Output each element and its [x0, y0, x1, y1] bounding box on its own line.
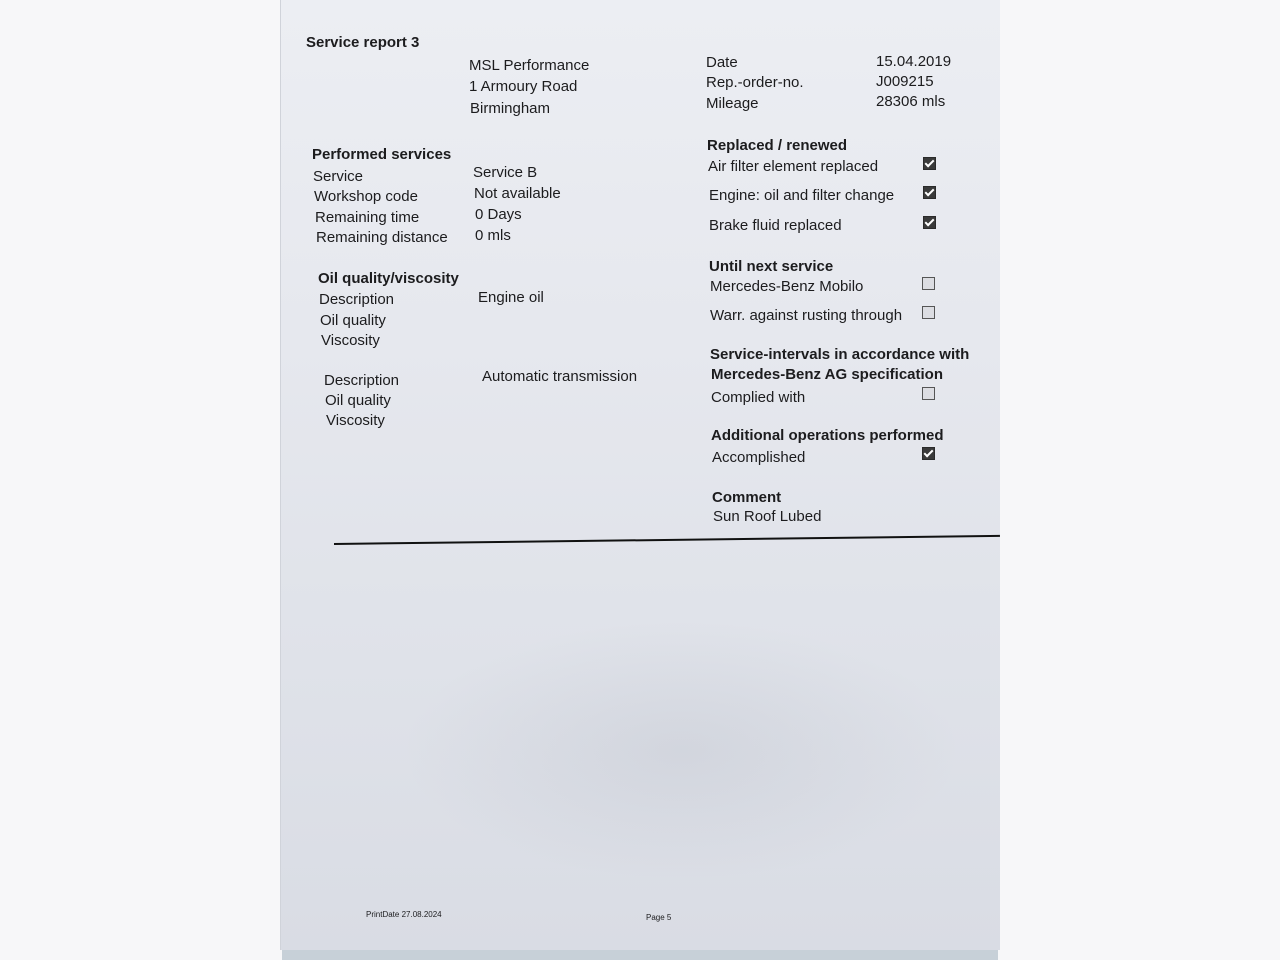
dealer-name: MSL Performance [469, 57, 590, 74]
oil-quality-label: Oil quality [325, 392, 391, 409]
background-left [0, 0, 282, 960]
replaced-item-checkbox [923, 186, 936, 199]
intervals-item-label: Complied with [711, 389, 806, 406]
performed-heading: Performed services [312, 146, 452, 163]
until-next-item-checkbox [922, 277, 935, 290]
order-value: J009215 [876, 73, 934, 90]
date-label: Date [706, 54, 738, 71]
oil-viscosity-label: Viscosity [321, 332, 380, 349]
paper-shadow [401, 620, 961, 880]
intervals-checkbox [922, 387, 935, 400]
dealer-city: Birmingham [470, 100, 551, 117]
additional-heading: Additional operations performed [711, 427, 944, 444]
oil-description-label: Description [324, 372, 400, 389]
intervals-heading: Service-intervals in accordance with [710, 346, 970, 363]
additional-checkbox [922, 447, 935, 460]
background-right [998, 0, 1280, 960]
replaced-item-label: Air filter element replaced [708, 158, 879, 175]
order-label: Rep.-order-no. [706, 74, 804, 91]
intervals-heading-line2: Mercedes-Benz AG specification [711, 366, 944, 383]
comment-heading: Comment [712, 489, 782, 506]
oil-description-value: Automatic transmission [482, 368, 638, 385]
mileage-value: 28306 mls [876, 93, 946, 110]
until-next-heading: Until next service [709, 258, 834, 275]
additional-item-label: Accomplished [712, 449, 806, 466]
performed-label: Remaining distance [316, 229, 448, 246]
report-title: Service report 3 [306, 34, 420, 51]
replaced-heading: Replaced / renewed [707, 137, 848, 154]
performed-label: Service [313, 168, 364, 185]
replaced-item-checkbox [923, 157, 936, 170]
performed-value: 0 mls [475, 227, 511, 244]
replaced-item-label: Brake fluid replaced [709, 217, 842, 234]
replaced-item-checkbox [923, 216, 936, 229]
print-date: PrintDate 27.08.2024 [366, 910, 442, 919]
performed-value: Not available [474, 185, 561, 202]
performed-label: Remaining time [315, 209, 420, 226]
dealer-address: 1 Armoury Road [469, 78, 578, 95]
section-divider [334, 535, 1000, 545]
performed-label: Workshop code [314, 188, 418, 205]
performed-value: 0 Days [475, 206, 522, 223]
date-value: 15.04.2019 [876, 53, 952, 70]
until-next-item-label: Warr. against rusting through [710, 307, 903, 324]
replaced-item-label: Engine: oil and filter change [709, 187, 895, 204]
oil-description-value: Engine oil [478, 289, 544, 306]
service-report-page [280, 0, 1000, 950]
oil-description-label: Description [319, 291, 395, 308]
oil-heading: Oil quality/viscosity [318, 270, 459, 287]
until-next-item-label: Mercedes-Benz Mobilo [710, 278, 864, 295]
until-next-item-checkbox [922, 306, 935, 319]
performed-value: Service B [473, 164, 538, 181]
mileage-label: Mileage [706, 95, 759, 112]
comment-text: Sun Roof Lubed [713, 508, 822, 525]
oil-quality-label: Oil quality [320, 312, 386, 329]
oil-viscosity-label: Viscosity [326, 412, 385, 429]
page-number: Page 5 [646, 913, 672, 922]
